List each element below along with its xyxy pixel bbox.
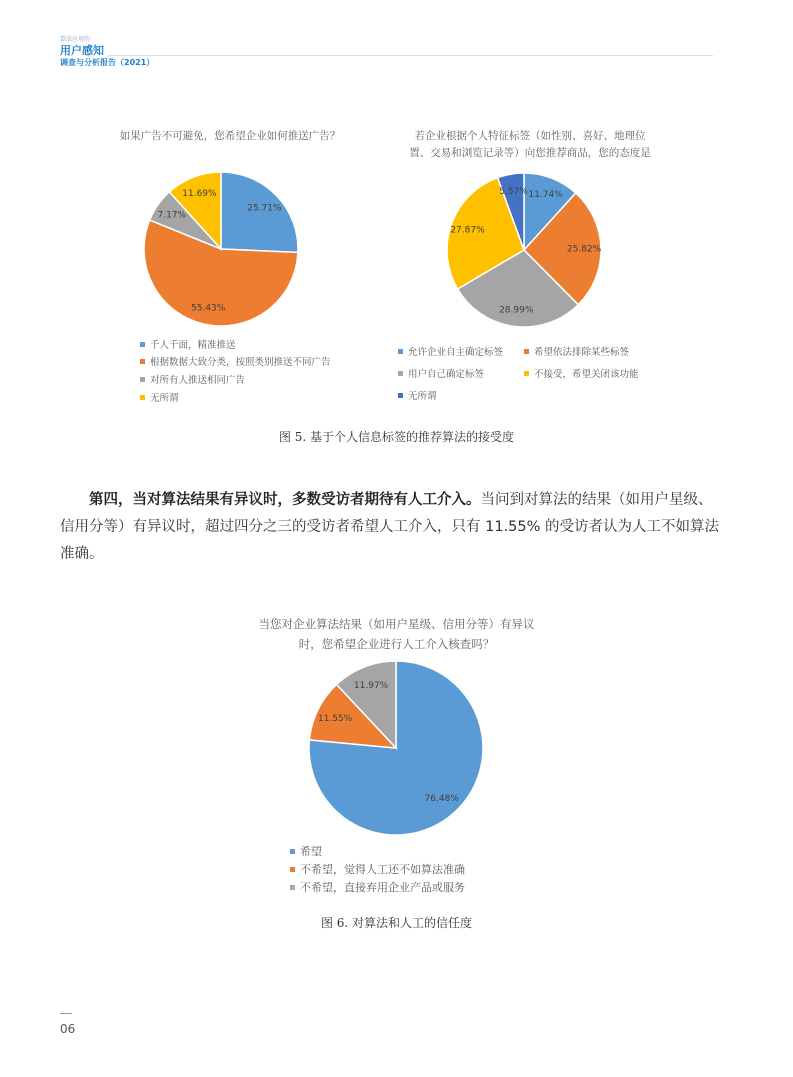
legend-swatch (290, 849, 295, 854)
legend-swatch (398, 393, 403, 398)
chart2-legend-item (524, 344, 629, 358)
legend-label: 希望 (300, 845, 322, 858)
pie-data-label: 55.43% (191, 303, 226, 314)
chart2-title-line1: 若企业根据个人特征标签（如性别、喜好、地理位 (414, 130, 646, 142)
figure6-caption: 图 6. 对算法和人工的信任度 (320, 916, 473, 930)
legend-swatch (524, 371, 529, 376)
chart2-legend-item (398, 388, 437, 402)
chart2-title (385, 128, 675, 162)
chart1-legend-item (140, 390, 179, 404)
legend-swatch (140, 342, 145, 347)
chart3-legend-item (290, 843, 322, 859)
pie-data-label: 5.57% (499, 186, 528, 197)
legend-label: 允许企业自主确定标签 (408, 347, 504, 358)
chart2-legend-item (398, 366, 484, 380)
legend-swatch (290, 867, 295, 872)
paragraph-text: 当问到对算法的结果（如用户星级、信用分等）有异议时，超过四分之三的受访者希望人工介入，只有 11.55% 的受访者认为人工不如算法准确。 (60, 492, 720, 562)
figure5-caption: 图 5. 基于个人信息标签的推荐算法的接受度 (278, 430, 515, 444)
header-subtitle: 调查与分析报告（2021） (60, 58, 155, 67)
chart2-legend-item (398, 344, 503, 358)
chart2-title-line2: 置、交易和浏览记录等）向您推荐商品，您的态度是 (409, 147, 651, 159)
legend-label: 用户自己确定标签 (408, 369, 485, 380)
pie-data-label: 28.99% (499, 305, 534, 316)
chart3-legend-item (290, 879, 465, 895)
pie-data-label: 7.17% (157, 210, 187, 221)
legend-swatch (140, 359, 145, 364)
chart3-title-line1: 当您对企业算法结果（如用户星级、信用分等）有异议 (258, 617, 535, 631)
chart3-title (200, 614, 593, 654)
legend-label: 不希望，觉得人工还不如算法准确 (300, 863, 465, 876)
legend-label: 千人千面，精准推送 (150, 340, 236, 351)
pie-data-label: 11.55% (317, 714, 353, 725)
paragraph-lead: 第四，当对算法结果有异议时，多数受访者期待有人工介入。 (89, 492, 481, 508)
page-number: 06 (60, 1022, 76, 1036)
pie-data-label: 11.74% (528, 189, 563, 200)
chart3-legend-item (290, 861, 465, 877)
header-title: 用户感知 (60, 44, 104, 57)
chart1-legend-item (140, 337, 236, 351)
legend-swatch (140, 395, 145, 400)
legend-swatch (290, 885, 295, 890)
legend-swatch (140, 377, 145, 382)
chart1-title-text: 如果广告不可避免，您希望企业如何推送广告？ (119, 130, 341, 142)
legend-swatch (524, 349, 529, 354)
legend-label: 根据数据大致分类，按照类别推送不同广告 (150, 357, 331, 368)
chart3-title-line2: 时，您希望企业进行人工介入核查吗？ (298, 637, 495, 651)
pie-data-label: 25.82% (566, 244, 602, 255)
legend-label: 无所谓 (150, 393, 179, 404)
legend-swatch (398, 349, 403, 354)
header-kicker: 算法应用的 (60, 36, 91, 43)
legend-label: 不希望，直接弃用企业产品或服务 (300, 881, 465, 894)
legend-label: 希望依法排除某些标签 (534, 347, 630, 358)
chart1-legend-item (140, 354, 331, 368)
legend-swatch (398, 371, 403, 376)
legend-label: 对所有人推送相同广告 (150, 375, 246, 386)
pie-data-label: 11.97% (353, 680, 389, 691)
legend-label: 无所谓 (408, 391, 437, 402)
pie-data-label: 25.71% (247, 203, 282, 214)
body-paragraph (60, 487, 720, 568)
chart1-legend-item (140, 372, 245, 386)
pie-data-label: 76.48% (424, 794, 459, 805)
chart2-legend-item (524, 366, 639, 380)
legend-label: 不接受，希望关闭该功能 (534, 369, 639, 380)
footer-divider (60, 1013, 72, 1014)
pie-data-label: 27.87% (450, 225, 485, 236)
pie-data-label: 11.69% (182, 188, 217, 199)
